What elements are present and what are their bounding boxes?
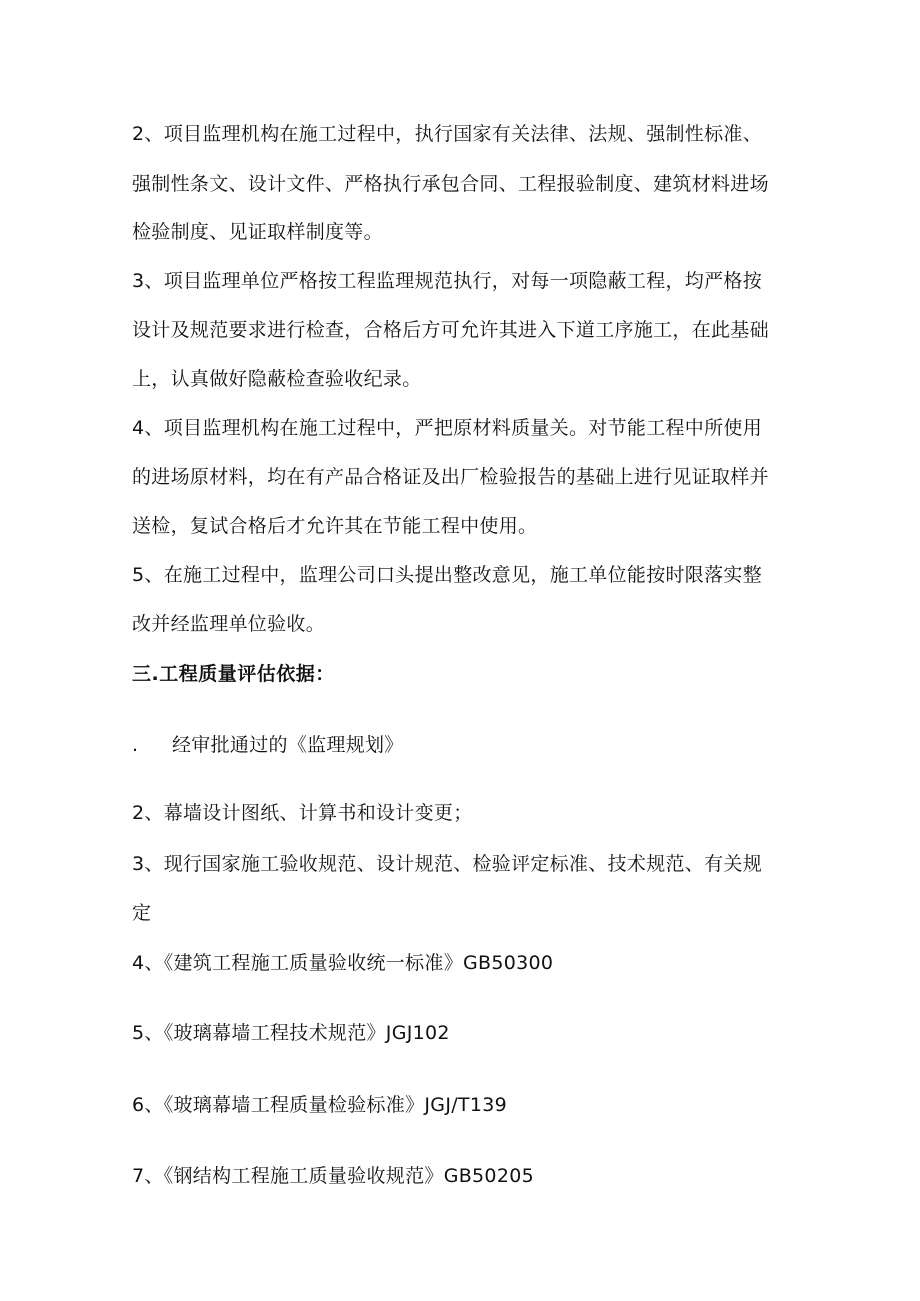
- item-2-line-2: 强制性条文、设计文件、严格执行承包合同、工程报验制度、建筑材料进场: [132, 173, 769, 195]
- basis-item-5: 5、《玻璃幕墙工程技术规范》JGJ102: [132, 1022, 450, 1044]
- item-5-line-2: 改并经监理单位验收。: [132, 613, 326, 635]
- basis-item-3-line-2: 定: [132, 902, 152, 924]
- basis-item-4: 4、《建筑工程施工质量验收统一标准》GB50300: [132, 952, 554, 974]
- basis-item-6: 6、《玻璃幕墙工程质量检验标准》JGJ/T139: [132, 1094, 507, 1116]
- item-2-line-3: 检验制度、见证取样制度等。: [132, 221, 383, 243]
- basis-item-2: 2、幕墙设计图纸、计算书和设计变更；: [132, 802, 473, 824]
- item-5-line-1: 5、在施工过程中，监理公司口头提出整改意见，施工单位能按时限落实整: [132, 564, 762, 586]
- item-2-line-1: 2、项目监理机构在施工过程中，执行国家有关法律、法规、强制性标准、: [132, 123, 762, 145]
- item-4-line-1: 4、项目监理机构在施工过程中，严把原材料质量关。对节能工程中所使用: [132, 417, 762, 439]
- item-3-line-3: 上，认真做好隐蔽检查验收纪录。: [132, 368, 422, 390]
- basis-item-1: 经审批通过的《监理规划》: [172, 734, 404, 756]
- item-4-line-2: 的进场原材料，均在有产品合格证及出厂检验报告的基础上进行见证取样并: [132, 466, 769, 488]
- basis-item-7: 7、《钢结构工程施工质量验收规范》GB50205: [132, 1165, 534, 1187]
- item-3-line-2: 设计及规范要求进行检查，合格后方可允许其进入下道工序施工，在此基础: [132, 319, 769, 341]
- basis-item-3-line-1: 3、现行国家施工验收规范、设计规范、检验评定标准、技术规范、有关规: [132, 853, 762, 875]
- section-3-heading: 三.工程质量评估依据：: [132, 663, 335, 685]
- item-3-line-1: 3、项目监理单位严格按工程监理规范执行，对每一项隐蔽工程，均严格按: [132, 270, 762, 292]
- item-4-line-3: 送检，复试合格后才允许其在节能工程中使用。: [132, 515, 538, 537]
- basis-item-1-marker: .: [132, 734, 139, 756]
